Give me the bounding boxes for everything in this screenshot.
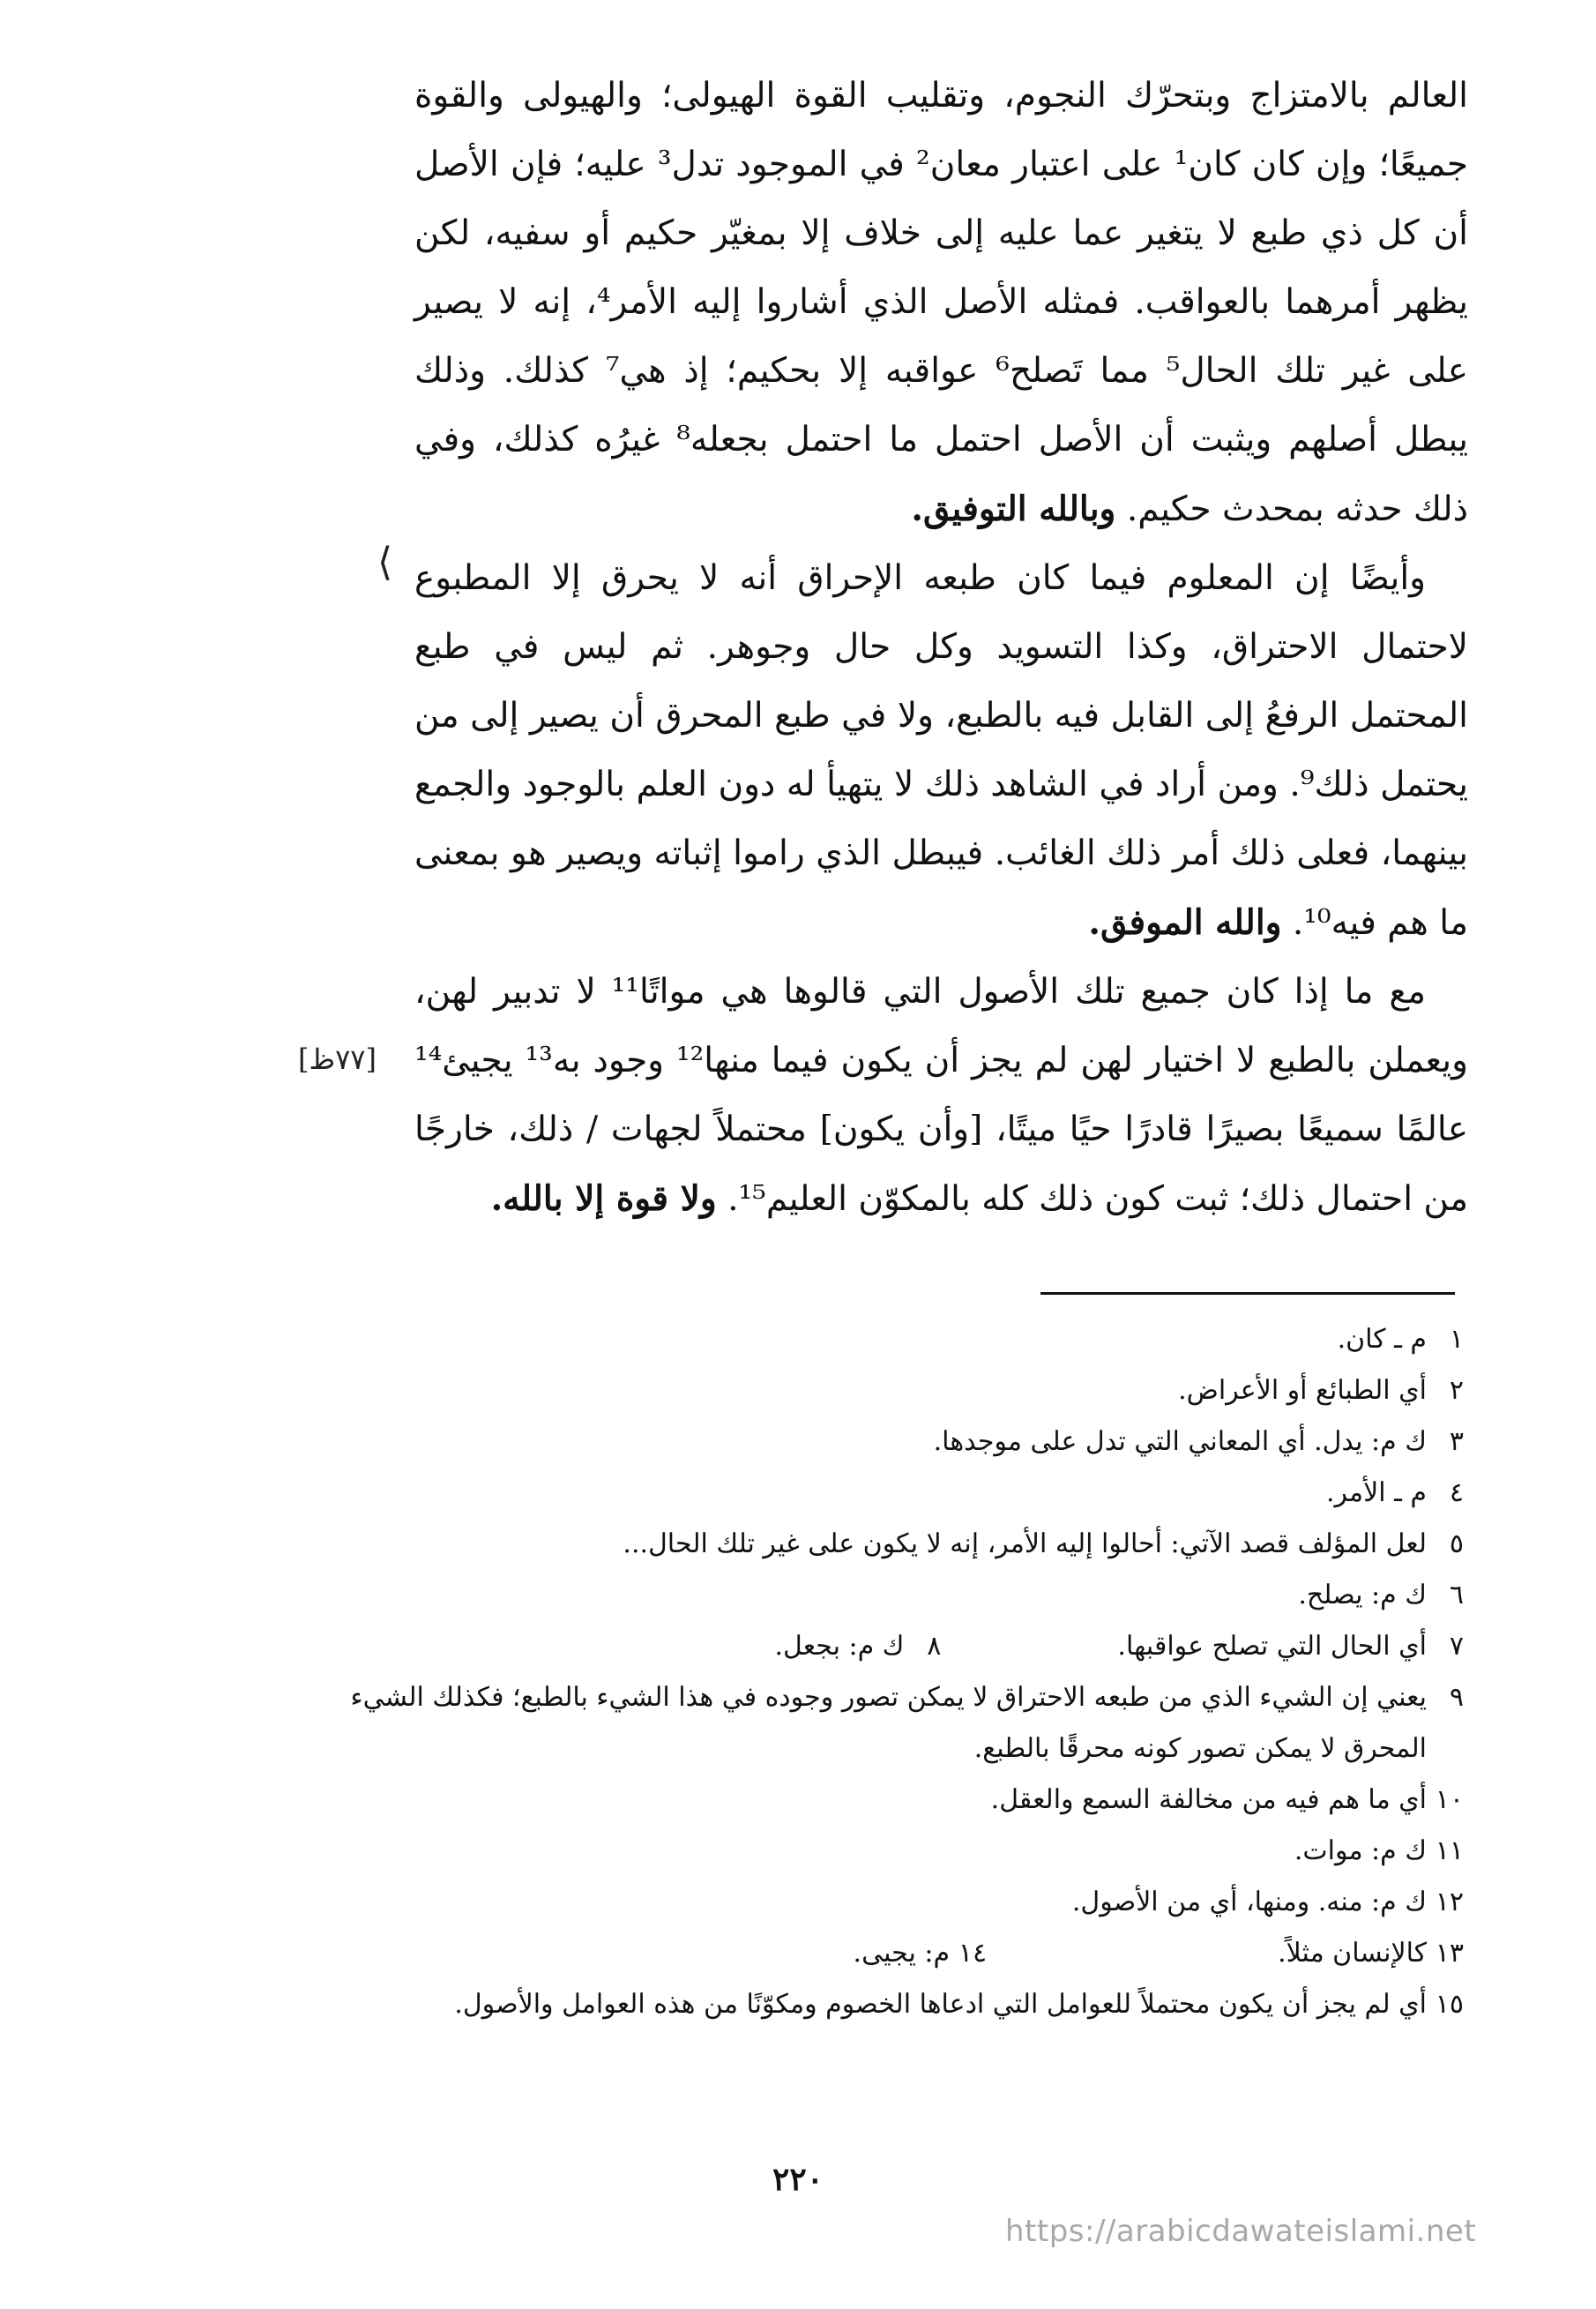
footnote-text: ك م: بجعل. [774,1631,905,1662]
page-number: ٢٢٠ [772,2161,824,2198]
footnote-number: ١٠ [1435,1784,1464,1815]
footnote-text: يعني إن الشيء الذي من طبعه الاحتراق لا يمكن تصور وجوده في هذا الشيء بالطبع؛ فكذلك الشيء المحرق لا يمكن تصور كونه محرقًا بالطبع. [350,1682,1427,1764]
footnote-number: ١٣ [1435,1938,1464,1969]
footnote-number: ٤ [1449,1477,1464,1508]
footnote-number: ٣ [1449,1426,1464,1457]
paragraph-3-text: مع ما إذا كان جميع تلك الأصول التي قالوها هي مواتًا¹¹ لا تدبير لهن، ويعملن بالطبع لا اختيار لهن لم يجز أن يكون فيما منها¹² وجود به¹³ يجيئ¹⁴ عالمًا سميعًا بصيرًا قادرًا حيًا ميتًا، [وأن يكون] محتملاً لجهات / ذلك، خارجًا من احتمال ذلك؛ ثبت كون ذلك كله بالمكوّن العليم¹⁵. [414,972,1468,1219]
paragraph-3-closing: ولا قوة إلا بالله. [490,1178,717,1219]
footnote-item [291,1314,1464,1365]
main-text-body [414,62,1468,1234]
footnote-number: ١٤ [958,1938,988,1969]
footnote-text: كالإنسان مثلاً. [1278,1938,1427,1969]
footnote-text: لعل المؤلف قصد الآتي: أحالوا إليه الأمر، إنه لا يكون على غير تلك الحال... [623,1528,1427,1559]
footnote-text: ك م: يصلح. [1298,1580,1427,1610]
paragraph-2-closing: والله الموفق. [1088,902,1282,943]
footnote-text: ك م: موات. [1294,1835,1427,1866]
footnote-text: أي الطبائع أو الأعراض. [1178,1375,1427,1406]
footnote-text: أي ما هم فيه من مخالفة السمع والعقل. [990,1784,1427,1815]
footnote-item [291,1416,1464,1468]
footnote-item [291,1775,1464,1826]
paragraph-1-closing: وبالله التوفيق. [911,489,1116,529]
footnote-text: م: يجيى. [853,1938,951,1969]
footnote-item [291,1468,1464,1519]
footnote-number: ١٢ [1435,1887,1464,1917]
paragraph-1 [414,62,1468,544]
footnote-number: ١ [1449,1324,1464,1355]
footnote-number: ٧ [1449,1631,1464,1662]
footnote-item [291,1570,1464,1621]
footnote-text: أي لم يجز أن يكون محتملاً للعوامل التي ادعاها الخصوم ومكوّنًا من هذه العوامل والأصول. [454,1989,1427,2020]
footnote-item [291,1519,1464,1570]
footnote-separator [1040,1292,1455,1295]
paragraph-2-text: وأيضًا إن المعلوم فيما كان طبعه الإحراق أنه لا يحرق إلا المطبوع لاحتمال الاحتراق، وكذا التسويد وكل حال وجوهر. ثم ليس في طبع المحتمل الرفعُ إلى القابل فيه بالطبع، ولا في طبع المحرق أن يصير إلى من يحتمل ذلك⁹. ومن أراد في الشاهد ذلك لا يتهيأ له دون العلم بالوجود والجمع بينهما، فعلى ذلك أمر ذلك الغائب. فيبطل الذي راموا إثباته ويصير هو بمعنى ما هم فيه¹⁰. [414,558,1468,943]
footnote-number: ١٥ [1435,1989,1464,2020]
footnote-item [291,1672,1464,1775]
paragraph-3 [414,958,1468,1234]
paragraph-2 [414,544,1468,958]
footnote-number: ١١ [1435,1835,1464,1866]
footnote-text: ك م: منه. ومنها، أي من الأصول. [1071,1887,1427,1917]
paragraph-1-text: العالم بالامتزاج وبتحرّك النجوم، وتقليب القوة الهيولى؛ والهيولى والقوة جميعًا؛ وإن كان كان¹ على اعتبار معان² في الموجود تدل³ عليه؛ فإن الأصل أن كل ذي طبع لا يتغير عما عليه إلى خلاف إلا بمغيّر حكيم أو سفيه، لكن يظهر أمرهما بالعواقب. فمثله الأصل الذي أشاروا إليه الأمر⁴، إنه لا يصير على غير تلك الحال⁵ مما تَصلح⁶ عواقبه إلا بحكيم؛ إذ هي⁷ كذلك. وذلك يبطل أصلهم ويثبت أن الأصل احتمل ما احتمل بجعله⁸ غيرُه كذلك، وفي ذلك حدثه بمحدث حكيم. [414,76,1469,529]
footnote-item [291,1979,1464,2030]
footnote-number: ٨ [927,1631,942,1662]
footnote-text: أي الحال التي تصلح عواقبها. [1117,1631,1427,1662]
footnote-item-pair [291,1928,1464,1979]
footnote-number: ٦ [1449,1580,1464,1610]
footnote-number: ٩ [1449,1682,1464,1713]
footnote-number: ٢ [1449,1375,1464,1406]
footnote-text: ك م: يدل. أي المعاني التي تدل على موجدها. [933,1426,1427,1457]
watermark-url: https://arabicdawateislami.net [1005,2214,1477,2249]
footnote-text: م ـ الأمر. [1325,1477,1427,1508]
footnote-item [291,1877,1464,1928]
footnote-item [291,1826,1464,1877]
footnote-item-pair [291,1621,1464,1672]
footnote-item [291,1365,1464,1416]
footnotes [291,1314,1464,2030]
folio-marker: [٧٧ظ] [298,1042,377,1076]
footnote-number: ٥ [1449,1528,1464,1559]
footnote-text: م ـ كان. [1337,1324,1427,1355]
margin-angle-mark: ⟨ [377,540,393,585]
